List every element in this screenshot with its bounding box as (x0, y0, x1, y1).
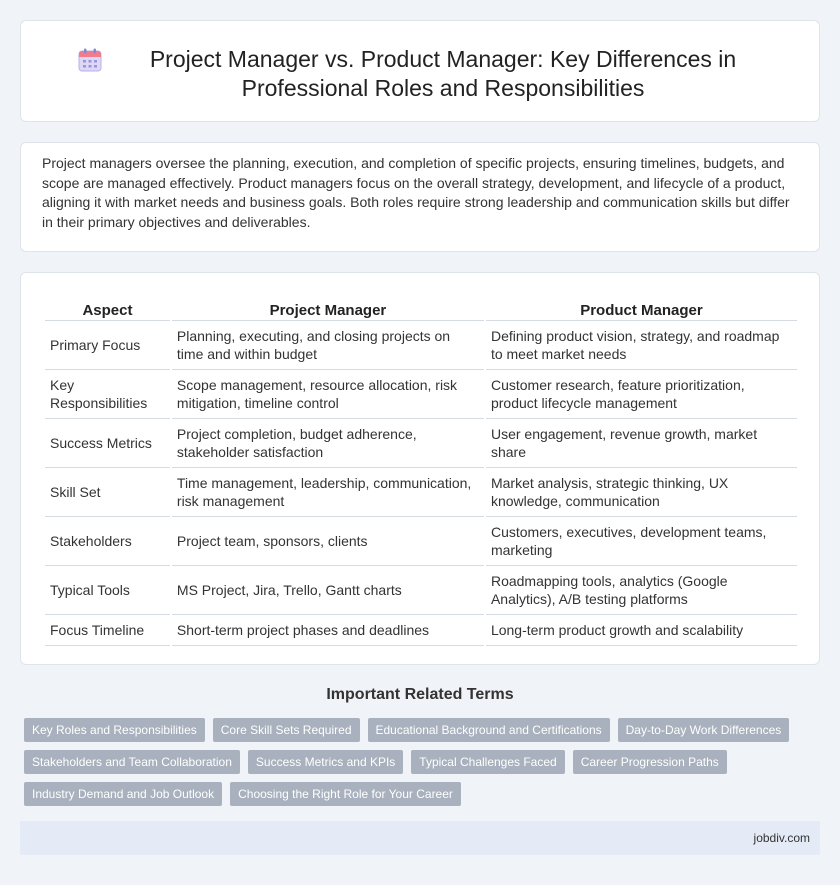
related-term-tag[interactable]: Day-to-Day Work Differences (618, 718, 790, 742)
product-manager-cell: Roadmapping tools, analytics (Google Analytics), A/B testing platforms (486, 566, 797, 615)
table-row (45, 615, 797, 646)
footer-bar (20, 821, 820, 855)
aspect-cell: Primary Focus (45, 321, 170, 370)
table-row (45, 566, 797, 615)
header-aspect: Aspect (45, 293, 170, 321)
table-row (45, 321, 797, 370)
product-manager-cell: Defining product vision, strategy, and roadmap to meet market needs (486, 321, 797, 370)
comparison-table (43, 293, 799, 646)
project-manager-cell: MS Project, Jira, Trello, Gantt charts (172, 566, 484, 615)
related-term-tag[interactable]: Career Progression Paths (573, 750, 727, 774)
header-card (20, 20, 820, 122)
table-row (45, 419, 797, 468)
related-term-tag[interactable]: Stakeholders and Team Collaboration (24, 750, 240, 774)
aspect-cell: Key Responsibilities (45, 370, 170, 419)
product-manager-cell: Customers, executives, development teams, marketing (486, 517, 797, 566)
related-term-tag[interactable]: Success Metrics and KPIs (248, 750, 403, 774)
project-manager-cell: Time management, leadership, communication, risk management (172, 468, 484, 517)
product-manager-cell: Market analysis, strategic thinking, UX knowledge, communication (486, 468, 797, 517)
aspect-cell: Skill Set (45, 468, 170, 517)
aspect-cell: Typical Tools (45, 566, 170, 615)
project-manager-cell: Short-term project phases and deadlines (172, 615, 484, 646)
project-manager-cell: Project completion, budget adherence, stakeholder satisfaction (172, 419, 484, 468)
project-manager-cell: Planning, executing, and closing projects on time and within budget (172, 321, 484, 370)
intro-card (20, 142, 820, 252)
header-product-manager: Product Manager (486, 293, 797, 321)
aspect-cell: Success Metrics (45, 419, 170, 468)
related-term-tag[interactable]: Core Skill Sets Required (213, 718, 360, 742)
related-terms-title: Important Related Terms (326, 686, 514, 703)
project-manager-cell: Project team, sponsors, clients (172, 517, 484, 566)
related-term-tag[interactable]: Industry Demand and Job Outlook (24, 782, 222, 806)
related-terms-tags (24, 718, 814, 814)
product-manager-cell: Customer research, feature prioritization, product lifecycle management (486, 370, 797, 419)
table-row (45, 517, 797, 566)
footer-site-link[interactable]: jobdiv.com (753, 831, 810, 845)
table-row (45, 468, 797, 517)
header-project-manager: Project Manager (172, 293, 484, 321)
project-manager-cell: Scope management, resource allocation, risk mitigation, timeline control (172, 370, 484, 419)
table-header-row (45, 293, 797, 321)
page-title: Project Manager vs. Product Manager: Key Differences in Professional Roles and Responsibilities (149, 46, 737, 101)
related-term-tag[interactable]: Choosing the Right Role for Your Career (230, 782, 461, 806)
related-term-tag[interactable]: Key Roles and Responsibilities (24, 718, 205, 742)
comparison-table-card (20, 272, 820, 665)
product-manager-cell: Long-term product growth and scalability (486, 615, 797, 646)
intro-paragraph: Project managers oversee the planning, execution, and completion of specific projects, ensuring timelines, budgets, and scope are managed effectively. Product managers focus on the overall strategy, development, and lifecycle of a product, aligning it with market needs and business goals. Both roles require strong leadership and communication skills but differ in their primary objectives and deliverables. (42, 155, 790, 230)
aspect-cell: Stakeholders (45, 517, 170, 566)
related-term-tag[interactable]: Educational Background and Certifications (368, 718, 610, 742)
related-term-tag[interactable]: Typical Challenges Faced (411, 750, 564, 774)
product-manager-cell: User engagement, revenue growth, market share (486, 419, 797, 468)
calendar-icon (77, 47, 103, 73)
table-row (45, 370, 797, 419)
aspect-cell: Focus Timeline (45, 615, 170, 646)
